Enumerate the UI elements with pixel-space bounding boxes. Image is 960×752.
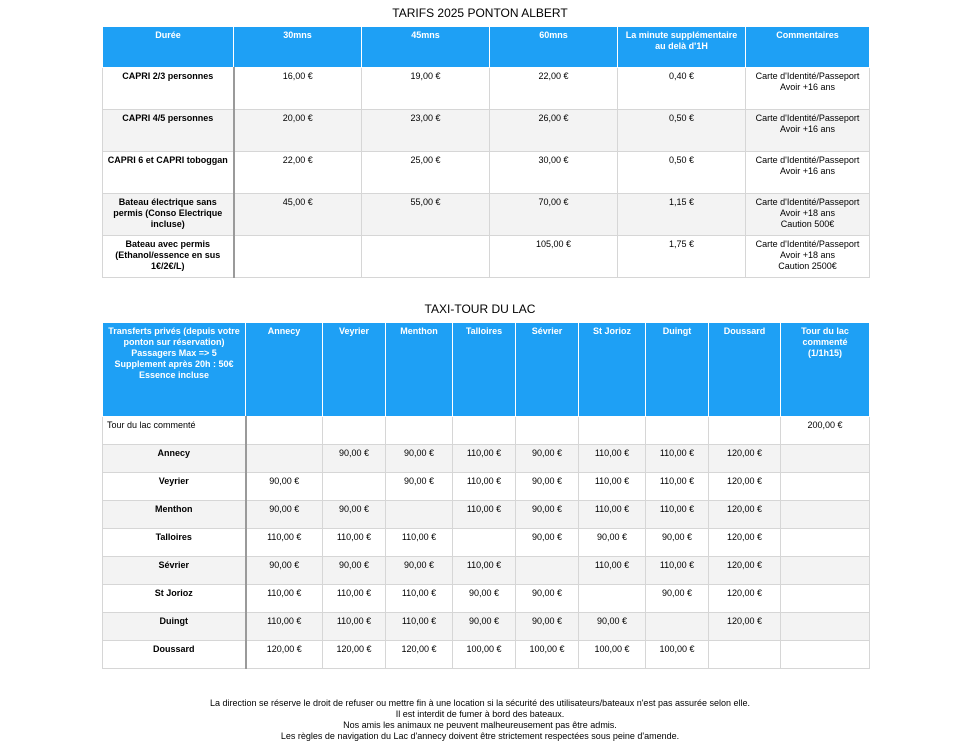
price-cell: 55,00 €: [362, 194, 490, 236]
table2-col-header: Veyrier: [323, 323, 386, 417]
price-cell: 120,00 €: [709, 473, 781, 501]
row-label: Doussard: [103, 641, 246, 669]
price-cell: 200,00 €: [781, 417, 870, 445]
price-cell: 110,00 €: [453, 501, 516, 529]
table2-col-header: Tour du lac commenté (1/1h15): [781, 323, 870, 417]
taxi-title: TAXI-TOUR DU LAC: [424, 302, 536, 316]
price-cell: 120,00 €: [246, 641, 323, 669]
price-cell: [516, 557, 579, 585]
price-cell: 16,00 €: [234, 68, 362, 110]
price-cell: 100,00 €: [646, 641, 709, 669]
table2-col-header: Annecy: [246, 323, 323, 417]
price-cell: 110,00 €: [646, 473, 709, 501]
price-cell: 110,00 €: [579, 473, 646, 501]
table-row: [103, 473, 870, 501]
price-cell: 22,00 €: [490, 68, 618, 110]
row-label: Bateau avec permis (Ethanol/essence en sus 1€/2€/L): [103, 236, 234, 278]
table-row: [103, 557, 870, 585]
row-label: Talloires: [103, 529, 246, 557]
price-cell: 110,00 €: [246, 585, 323, 613]
table2-col-header: Menthon: [386, 323, 453, 417]
price-cell: 90,00 €: [386, 445, 453, 473]
row-label: CAPRI 2/3 personnes: [103, 68, 234, 110]
price-cell: 110,00 €: [323, 585, 386, 613]
price-cell: 90,00 €: [646, 529, 709, 557]
price-cell: 110,00 €: [246, 613, 323, 641]
price-cell: 110,00 €: [646, 557, 709, 585]
row-label: Annecy: [103, 445, 246, 473]
price-cell: 120,00 €: [709, 445, 781, 473]
price-cell: [323, 473, 386, 501]
table-row: [103, 501, 870, 529]
table-row: [103, 68, 870, 110]
table2-col-header: Talloires: [453, 323, 516, 417]
price-cell: Carte d'Identité/Passeport Avoir +18 ans Caution 2500€: [746, 236, 870, 278]
footer-line: La direction se réserve le droit de refuser ou mettre fin à une location si la sécurité des utilisateurs/bateaux n'est pas assurée selon elle.: [209, 698, 750, 708]
price-cell: 90,00 €: [579, 529, 646, 557]
table-row: [103, 585, 870, 613]
price-cell: 0,50 €: [618, 152, 746, 194]
price-cell: [234, 236, 362, 278]
price-cell: [362, 236, 490, 278]
price-cell: 90,00 €: [516, 445, 579, 473]
price-cell: 110,00 €: [386, 585, 453, 613]
price-cell: [323, 417, 386, 445]
table-row: [103, 236, 870, 278]
price-cell: [646, 613, 709, 641]
price-cell: 90,00 €: [246, 501, 323, 529]
price-cell: 120,00 €: [709, 557, 781, 585]
price-cell: 120,00 €: [709, 529, 781, 557]
price-cell: 110,00 €: [323, 613, 386, 641]
price-cell: 120,00 €: [709, 613, 781, 641]
price-cell: [709, 417, 781, 445]
price-cell: 110,00 €: [646, 445, 709, 473]
table-row: [103, 529, 870, 557]
price-cell: 25,00 €: [362, 152, 490, 194]
price-cell: 19,00 €: [362, 68, 490, 110]
price-cell: 110,00 €: [453, 473, 516, 501]
table1-col-header: La minute supplémentaire au delà d'1H: [618, 27, 746, 68]
price-cell: [709, 641, 781, 669]
price-cell: 45,00 €: [234, 194, 362, 236]
price-cell: 110,00 €: [579, 557, 646, 585]
price-cell: 90,00 €: [646, 585, 709, 613]
price-cell: 100,00 €: [579, 641, 646, 669]
price-cell: 90,00 €: [386, 557, 453, 585]
price-cell: 90,00 €: [516, 613, 579, 641]
price-cell: [453, 529, 516, 557]
price-cell: 1,75 €: [618, 236, 746, 278]
row-label: Duingt: [103, 613, 246, 641]
price-cell: [781, 641, 870, 669]
price-cell: [646, 417, 709, 445]
price-cell: 100,00 €: [453, 641, 516, 669]
price-cell: [516, 417, 579, 445]
price-cell: 110,00 €: [453, 445, 516, 473]
price-cell: [781, 557, 870, 585]
price-cell: 110,00 €: [579, 501, 646, 529]
table1-col-header: Commentaires: [746, 27, 870, 68]
price-cell: 120,00 €: [386, 641, 453, 669]
price-cell: [781, 501, 870, 529]
price-cell: 90,00 €: [453, 613, 516, 641]
price-cell: [246, 417, 323, 445]
price-cell: [781, 585, 870, 613]
table2-col-header: Transferts privés (depuis votre ponton sur réservation) Passagers Max => 5 Supplement après 20h : 50€ Essence incluse: [103, 323, 246, 417]
price-cell: 100,00 €: [516, 641, 579, 669]
row-label: Tour du lac commenté: [103, 417, 246, 445]
row-label: CAPRI 4/5 personnes: [103, 110, 234, 152]
price-cell: 90,00 €: [516, 473, 579, 501]
tarifs-header-row: [103, 27, 870, 68]
price-cell: 90,00 €: [516, 585, 579, 613]
footer-line: Nos amis les animaux ne peuvent malheureusement pas être admis.: [343, 720, 617, 730]
price-cell: [386, 501, 453, 529]
price-cell: [453, 417, 516, 445]
price-cell: 90,00 €: [453, 585, 516, 613]
price-cell: 90,00 €: [246, 473, 323, 501]
price-cell: 90,00 €: [516, 501, 579, 529]
price-cell: 110,00 €: [453, 557, 516, 585]
price-cell: 26,00 €: [490, 110, 618, 152]
table2-col-header: Sévrier: [516, 323, 579, 417]
price-cell: 110,00 €: [386, 529, 453, 557]
row-label: St Jorioz: [103, 585, 246, 613]
price-cell: 90,00 €: [386, 473, 453, 501]
taxi-table: [102, 322, 870, 669]
price-cell: [386, 417, 453, 445]
price-cell: 0,50 €: [618, 110, 746, 152]
table1-col-header: Durée: [103, 27, 234, 68]
price-cell: [781, 529, 870, 557]
price-cell: Carte d'Identité/Passeport Avoir +16 ans: [746, 68, 870, 110]
price-cell: 120,00 €: [709, 501, 781, 529]
footer-notes: [0, 698, 960, 742]
price-cell: Carte d'Identité/Passeport Avoir +16 ans: [746, 110, 870, 152]
price-cell: 90,00 €: [516, 529, 579, 557]
price-cell: Carte d'Identité/Passeport Avoir +18 ans Caution 500€: [746, 194, 870, 236]
price-cell: Carte d'Identité/Passeport Avoir +16 ans: [746, 152, 870, 194]
price-cell: 70,00 €: [490, 194, 618, 236]
table-row: [103, 110, 870, 152]
row-label: CAPRI 6 et CAPRI toboggan: [103, 152, 234, 194]
tarifs-title: TARIFS 2025 PONTON ALBERT: [392, 6, 568, 20]
table-row: [103, 641, 870, 669]
table1-col-header: 45mns: [362, 27, 490, 68]
table-row: [103, 613, 870, 641]
price-cell: 22,00 €: [234, 152, 362, 194]
price-cell: [579, 417, 646, 445]
taxi-header-row: [103, 323, 870, 417]
price-cell: 0,40 €: [618, 68, 746, 110]
price-cell: 110,00 €: [386, 613, 453, 641]
price-cell: 90,00 €: [323, 501, 386, 529]
table2-col-header: Doussard: [709, 323, 781, 417]
price-cell: 30,00 €: [490, 152, 618, 194]
table2-col-header: St Jorioz: [579, 323, 646, 417]
price-cell: 110,00 €: [323, 529, 386, 557]
price-cell: 110,00 €: [646, 501, 709, 529]
price-cell: 105,00 €: [490, 236, 618, 278]
row-label: Menthon: [103, 501, 246, 529]
price-cell: [246, 445, 323, 473]
table-row: [103, 194, 870, 236]
price-cell: [781, 473, 870, 501]
footer-line: Les règles de navigation du Lac d'annecy doivent être strictement respectées sous peine d'amende.: [280, 731, 680, 741]
row-label: Sévrier: [103, 557, 246, 585]
price-cell: [781, 445, 870, 473]
price-cell: [781, 613, 870, 641]
price-cell: 90,00 €: [579, 613, 646, 641]
price-cell: 20,00 €: [234, 110, 362, 152]
footer-line: Il est interdit de fumer à bord des bateaux.: [395, 709, 565, 719]
table-row: [103, 417, 870, 445]
price-cell: 110,00 €: [579, 445, 646, 473]
tarifs-table: [102, 26, 870, 278]
table-row: [103, 445, 870, 473]
table1-col-header: 60mns: [490, 27, 618, 68]
price-cell: [579, 585, 646, 613]
price-cell: 120,00 €: [323, 641, 386, 669]
price-cell: 23,00 €: [362, 110, 490, 152]
price-cell: 90,00 €: [323, 557, 386, 585]
price-cell: 120,00 €: [709, 585, 781, 613]
row-label: Veyrier: [103, 473, 246, 501]
table1-col-header: 30mns: [234, 27, 362, 68]
row-label: Bateau électrique sans permis (Conso Electrique incluse): [103, 194, 234, 236]
price-cell: 1,15 €: [618, 194, 746, 236]
table-row: [103, 152, 870, 194]
price-cell: 110,00 €: [246, 529, 323, 557]
table2-col-header: Duingt: [646, 323, 709, 417]
price-cell: 90,00 €: [323, 445, 386, 473]
price-cell: 90,00 €: [246, 557, 323, 585]
